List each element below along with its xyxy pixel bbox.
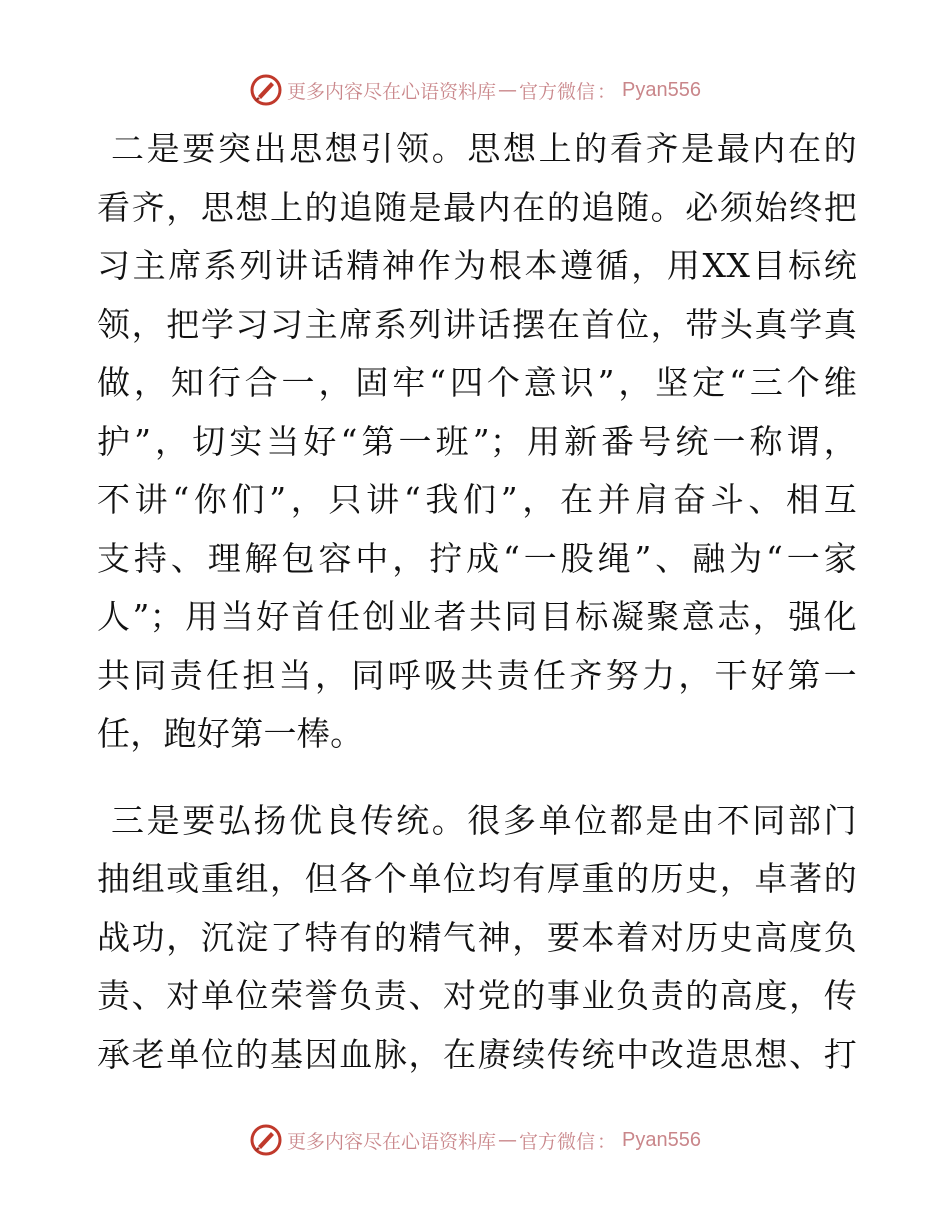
document-body bbox=[97, 120, 857, 1084]
brand-logo-icon bbox=[249, 73, 283, 107]
watermark-main-text: 更多内容尽在心语资料库 bbox=[286, 80, 496, 103]
text-line: 护”，切实当好“第一班”；用新番号统一称谓， bbox=[97, 421, 857, 461]
watermark-dash: — bbox=[498, 1129, 517, 1151]
text-line: 三是要弘扬优良传统。很多单位都是由不同部门 bbox=[111, 800, 857, 840]
text-line: 不讲“你们”，只讲“我们”，在并肩奋斗、相互 bbox=[97, 480, 857, 519]
watermark-separator: ： bbox=[597, 1130, 617, 1153]
text-line: 人”；用当好首任创业者共同目标凝聚意志，强化 bbox=[97, 597, 857, 636]
watermark-official-text: 官方微信 bbox=[519, 1130, 596, 1153]
watermark-dash: — bbox=[498, 79, 517, 101]
watermark-account: Pyan556 bbox=[622, 78, 701, 101]
brand-logo-icon bbox=[249, 1123, 283, 1157]
paragraph-fine-tradition bbox=[97, 792, 857, 1085]
watermark-separator: ： bbox=[597, 80, 617, 103]
text-line: 抽组或重组，但各个单位均有厚重的历史，卓著的 bbox=[97, 859, 857, 898]
text-line: 做，知行合一，固牢“四个意识”，坚定“三个维 bbox=[97, 363, 857, 402]
watermark-footer bbox=[0, 1120, 950, 1160]
text-line: 习主席系列讲话精神作为根本遵循，用XX目标统 bbox=[97, 246, 857, 285]
text-line: 战功，沉淀了特有的精气神，要本着对历史高度负 bbox=[97, 917, 857, 957]
text-line: 二是要突出思想引领。思想上的看齐是最内在的 bbox=[111, 129, 857, 168]
text-line: 任，跑好第一棒。 bbox=[97, 714, 364, 753]
paragraph-thought-guidance bbox=[97, 120, 857, 764]
text-line: 共同责任担当，同呼吸共责任齐努力，干好第一 bbox=[97, 655, 857, 695]
text-line: 承老单位的基因血脉，在赓续传统中改造思想、打 bbox=[97, 1034, 857, 1074]
text-line: 看齐，思想上的追随是最内在的追随。必须始终把 bbox=[97, 187, 857, 227]
paragraph-gap bbox=[97, 764, 857, 792]
watermark-main-text: 更多内容尽在心语资料库 bbox=[286, 1130, 496, 1153]
watermark-official-text: 官方微信 bbox=[519, 80, 596, 103]
text-line: 责、对单位荣誉负责、对党的事业负责的高度，传 bbox=[97, 976, 857, 1015]
watermark-header bbox=[0, 70, 950, 110]
watermark-account: Pyan556 bbox=[622, 1128, 701, 1151]
text-line: 支持、理解包容中，拧成“一股绳”、融为“一家 bbox=[97, 538, 857, 578]
text-line: 领，把学习习主席系列讲话摆在首位，带头真学真 bbox=[97, 304, 857, 344]
